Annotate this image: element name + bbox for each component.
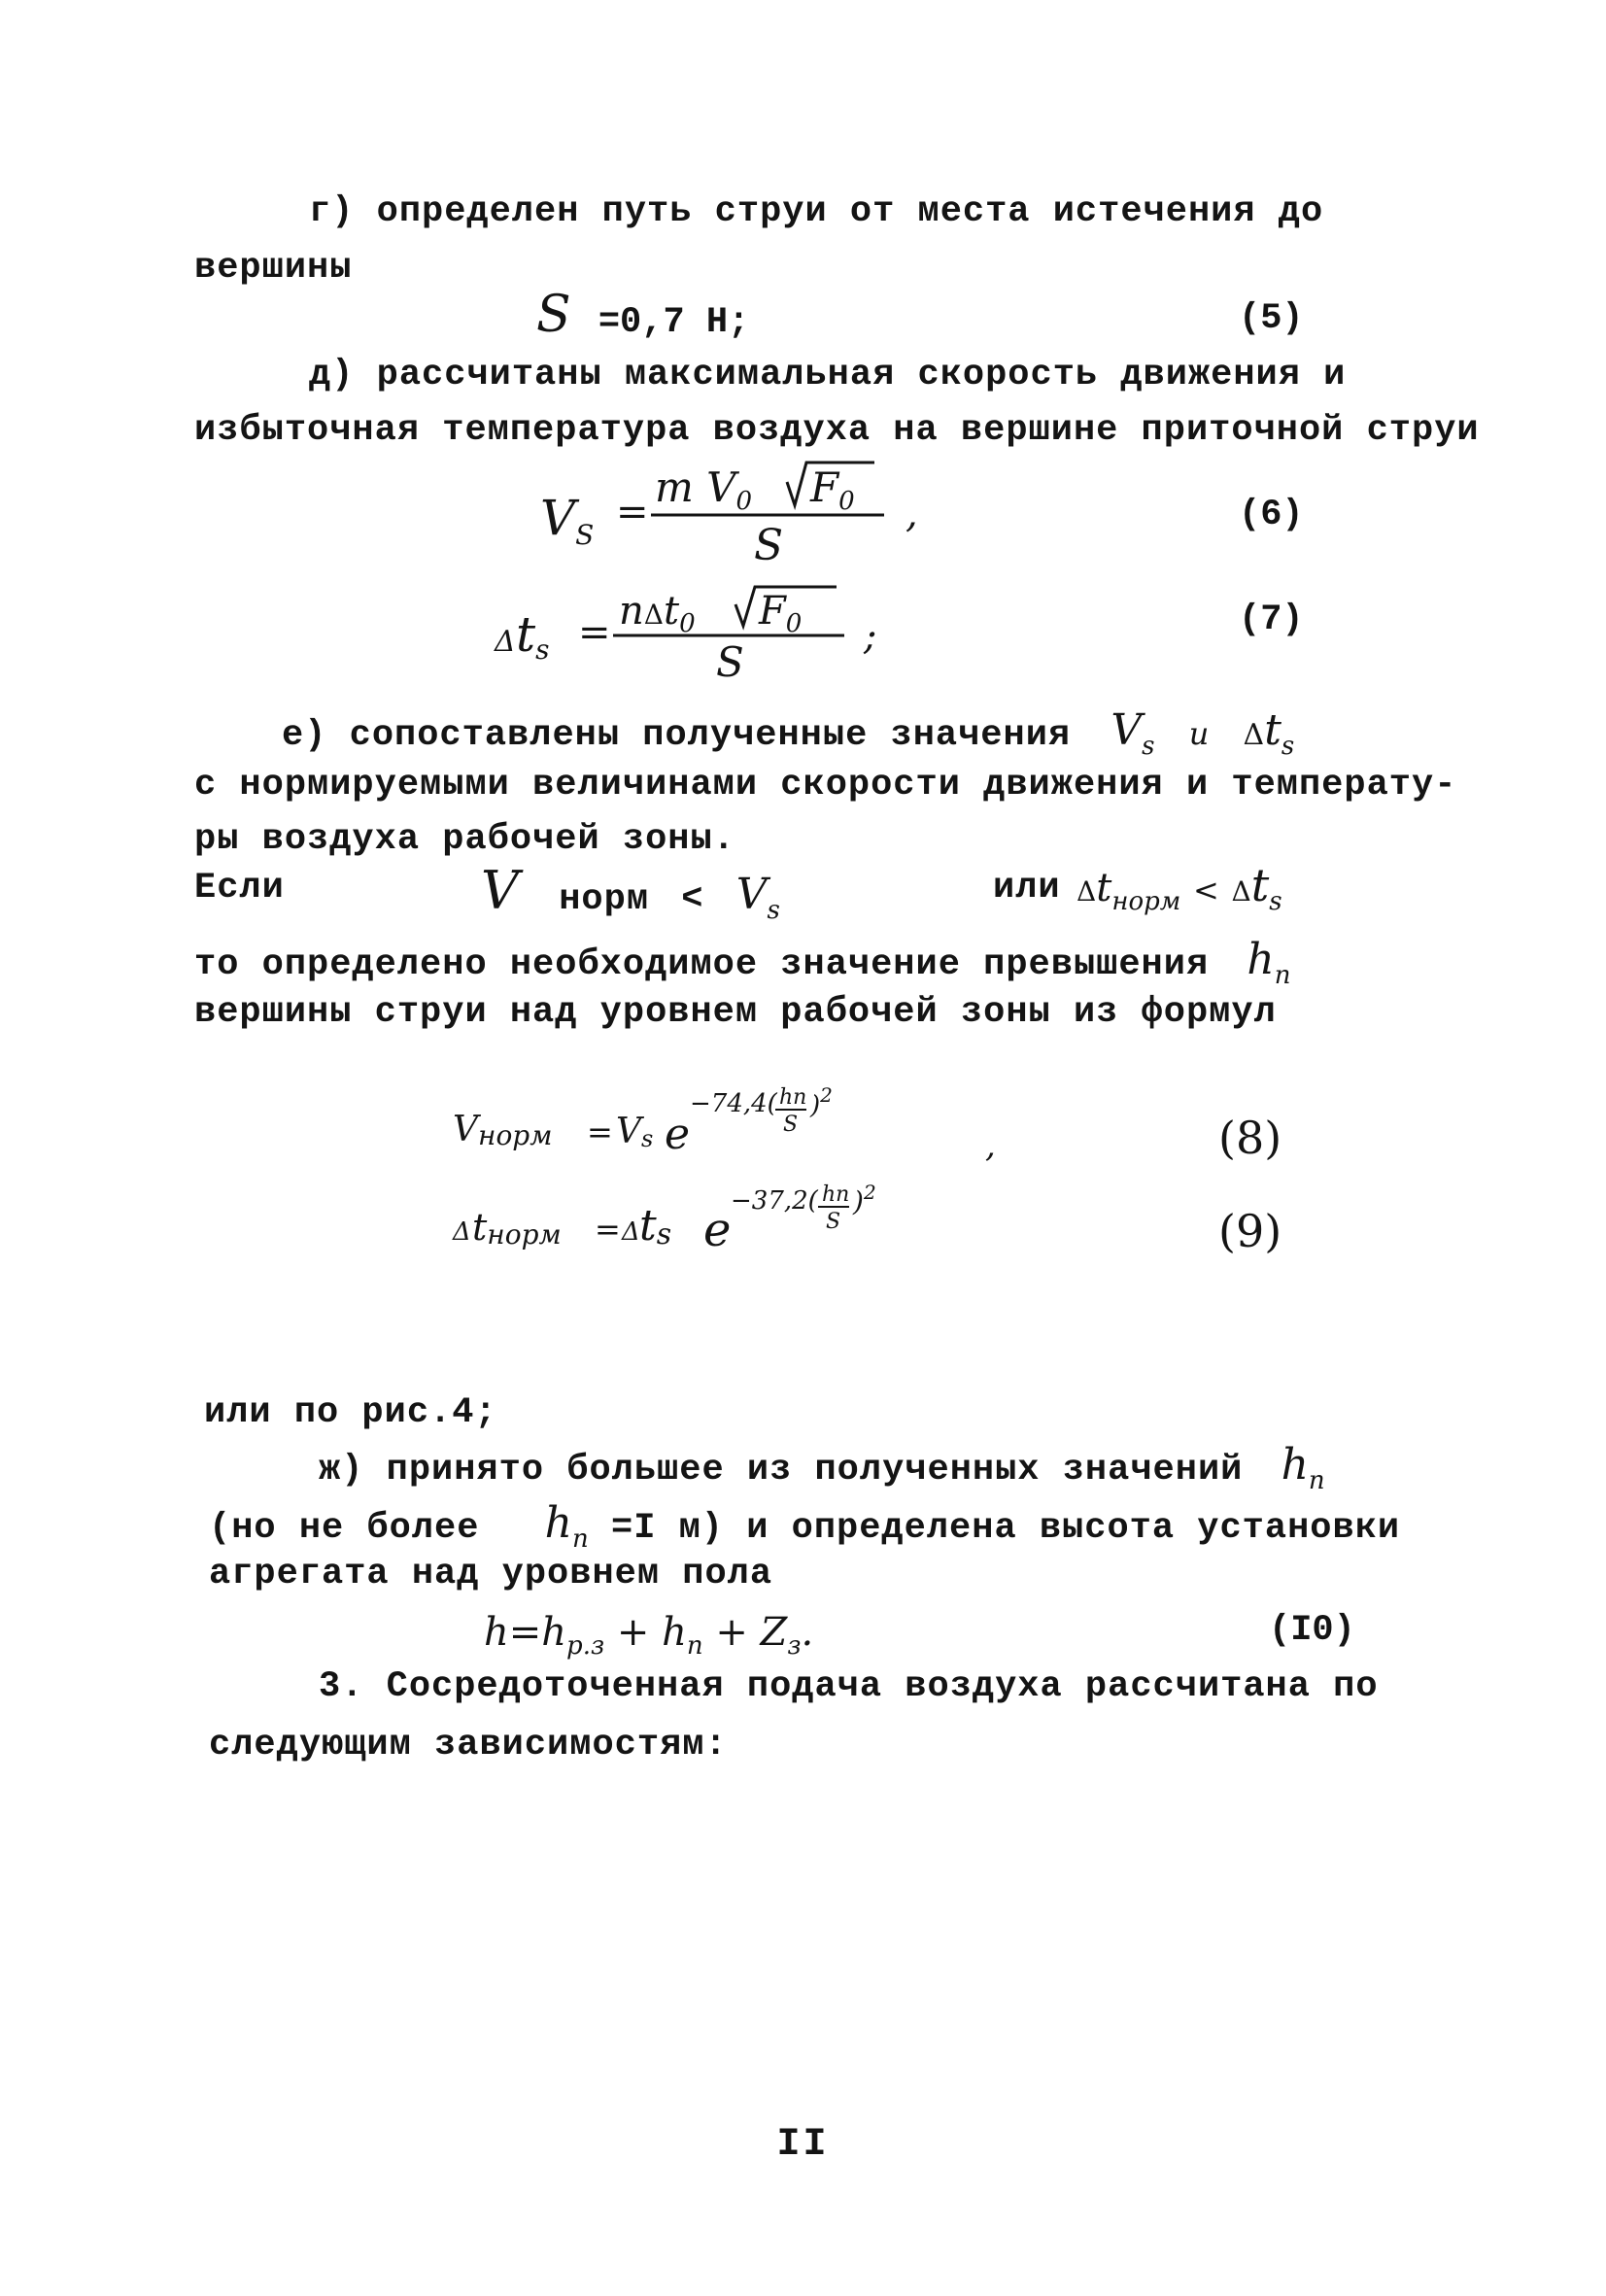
formula-9-ts: ts [639, 1201, 672, 1251]
formulas-8-9 [449, 1067, 1051, 1281]
item-g-line-2: вершины [194, 248, 353, 289]
eq-number-5: (5) [1239, 298, 1304, 339]
item-e-line-3: ры воздуха рабочей зоны. [194, 819, 735, 860]
item-zh-line-1 [319, 1440, 1325, 1495]
symbol-hn: $h_n$ [1281, 1440, 1325, 1495]
formula-8-exponent: −74,4( [690, 1089, 777, 1118]
eq-number-6: (6) [1239, 495, 1304, 535]
item-d-line-1: д) рассчитаны максимальная скорость движения и [309, 355, 1347, 395]
formula-7-equals: = [578, 610, 611, 655]
item-e-line-2: с нормируемыми величинами скорости движения и температу- [194, 765, 1457, 805]
delta-sign: Δ [495, 625, 516, 659]
formula-8-vs: Vs [616, 1112, 654, 1152]
formula-5-rhs: =0,7 H; [598, 302, 750, 343]
eq-number-10: (I0) [1269, 1610, 1355, 1651]
item-zh-line-1-text: ж) принято большее из полученных значений [319, 1450, 1244, 1491]
formula-9-base: e [703, 1203, 732, 1257]
item-zh-line-2-a: (но не более [209, 1508, 480, 1549]
formula-7-numerator: nΔt$_0$ [619, 589, 696, 638]
exp-close: )$^2$ [853, 1181, 876, 1217]
item-zh-line-2-b: =I м) и определена высота установки [610, 1508, 1401, 1549]
delta-sign: Δ [1231, 875, 1251, 908]
item-zh-line-3: агрегата над уровнем пола [209, 1554, 773, 1594]
formula-8-comma: , [985, 1126, 996, 1165]
formula-8-base: e [665, 1110, 691, 1159]
delta-sign: Δ [453, 1217, 471, 1247]
formula-6-numerator: m V0 [655, 463, 753, 516]
symbol-s: S [536, 286, 571, 344]
symbol-v: V [481, 860, 519, 921]
symbol-hn: $h_n$ [544, 1498, 589, 1554]
after-formulas-line: или по рис.4; [204, 1392, 497, 1433]
condition-velocity [481, 860, 780, 925]
formula-6-lhs: $V_S$ [540, 490, 595, 551]
eq-number-8: (8) [1218, 1112, 1282, 1164]
exp-frac-num: hn [779, 1085, 807, 1110]
condition-temperature: $\Delta t_{норм} < \Delta t_s$ [1076, 859, 1282, 916]
condition-or-word: или [993, 868, 1061, 908]
exp-frac-den: S [826, 1210, 841, 1234]
item-e-line-5 [194, 935, 1291, 990]
item-d-line-2: избыточная температура воздуха на вершине приточной струи [194, 410, 1480, 451]
item-e-line-1-text: е) сопоставлены полученные значения [282, 715, 1072, 756]
item-g-line-1: г) определен путь струи от места истечения до [309, 191, 1324, 232]
eq-number-9: (9) [1218, 1205, 1282, 1257]
item-zh-line-2 [209, 1498, 1401, 1554]
eq-number-7: (7) [1239, 600, 1304, 640]
formula-7-lhs: ts [516, 606, 550, 666]
formula-10: $h=h_{p.з} + h_n + Z_з$. [484, 1610, 814, 1661]
formula-7-semicolon: ; [864, 614, 877, 659]
formula-9-exponent: −37,2( [731, 1186, 818, 1216]
exp-close: )$^2$ [810, 1083, 833, 1120]
formula-7-sqrt-arg: $F_0$ [759, 589, 803, 638]
item-e-line-6: вершины струи над уровнем рабочей зоны из формул [194, 992, 1277, 1033]
formula-6-equals: = [616, 490, 649, 534]
item-3-line-1: 3. Сосредоточенная подача воздуха рассчитана по [319, 1666, 1379, 1707]
delta-sign: Δ [1076, 875, 1097, 908]
symbol-vs: $V_s$ [1111, 705, 1155, 761]
formula-9 [452, 1181, 876, 1257]
formula-7-denominator: S [716, 638, 744, 686]
exp-frac-den: S [783, 1113, 799, 1137]
condition-if-word: Если [194, 868, 285, 908]
formula-6 [532, 455, 940, 571]
formula-5 [536, 286, 750, 344]
item-e-line-5-text: то определено необходимое значение превышения [194, 944, 1210, 985]
item-3-line-2: следующим зависимостям: [209, 1725, 728, 1765]
symbol-delta-ts: $\Delta t_s$ [1243, 705, 1295, 761]
less-than-sign: < [681, 879, 704, 920]
formula-6-sqrt-arg: F0 [810, 463, 855, 516]
formula-6-denominator: S [754, 521, 784, 570]
page-number: II [776, 2123, 830, 2167]
symbol-hn: $h_n$ [1247, 935, 1291, 990]
less-than-sign: < [1193, 872, 1219, 908]
delta-sign: Δ [622, 1217, 640, 1247]
symbol-vs: $V_s$ [735, 870, 780, 925]
formula-8-lhs: Vнорм [453, 1110, 553, 1151]
formula-9-lhs: tнорм [472, 1206, 562, 1251]
item-e-line-1 [282, 705, 1295, 761]
formula-8-equals: = [587, 1114, 613, 1150]
formula-7 [491, 581, 899, 688]
formula-9-equals: = [595, 1211, 621, 1248]
formula-8 [453, 1083, 996, 1165]
exp-frac-num: hn [822, 1182, 850, 1207]
conjunction: и [1188, 715, 1210, 752]
norm-subscript: норм [559, 879, 650, 920]
formula-6-comma: , [906, 492, 918, 536]
